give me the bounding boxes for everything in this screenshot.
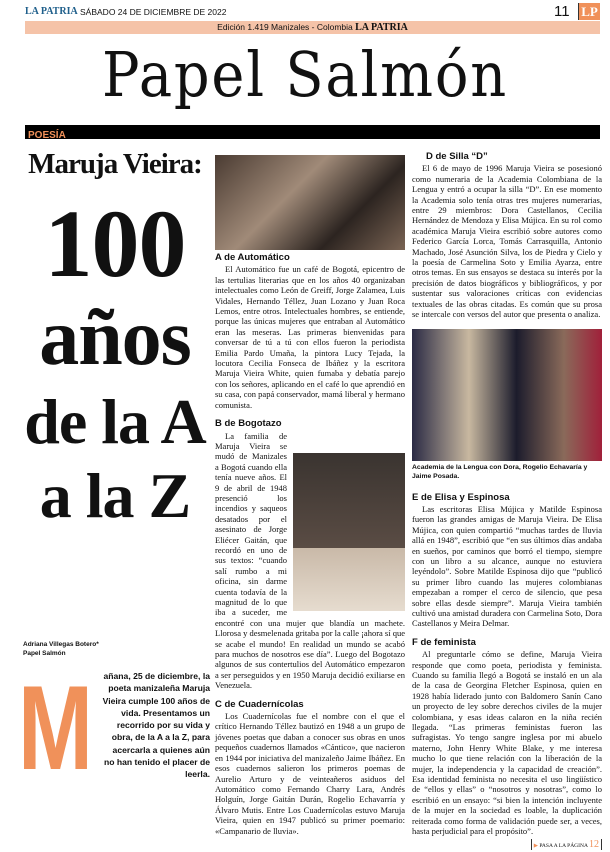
section-title: D de Silla “D” — [426, 151, 488, 162]
section-a — [215, 253, 405, 410]
headline-line5: a la Z — [39, 460, 191, 531]
photo-caption: Academia de la Lengua con Dora, Rogelio Echavaría y Jaime Posada. — [412, 463, 588, 480]
section-title: F de feminista — [412, 636, 476, 648]
photo-academia — [412, 329, 602, 461]
section-title: C de Cuadernícolas — [215, 698, 304, 710]
edition-text: Edición 1.419 Manizales - Colombia — [217, 22, 353, 32]
continue-link[interactable] — [531, 839, 602, 850]
brand-name: LA PATRIA — [25, 6, 78, 17]
continue-row — [412, 839, 602, 852]
section-c — [215, 700, 405, 836]
byline — [23, 640, 99, 658]
drop-cap: M — [18, 661, 93, 795]
section-text: Las escritoras Elisa Mújica y Matilde Espinosa fueron las grandes amigas de Maruja Vieira. De Elisa Mújica, con quien compartió “muchas tardes de lluvia allá en 1948”, escribió que “en sus últimos días andaba en sueños, por caminos que borró el tiempo, siempre con un libro a su alcance, aunque no estuviera leyéndolo”. Sobre Matilde Espinosa dijo que “publicó su primer libro cuando las mujeres colombianas empezaban a romper el cerco de silencio, que pesa sobre ellas desde siempre”. Maruja Vieira también cultivó una amistad duradera con Carmelina Soto, Dora Castellanos y Meira Delmar. — [412, 503, 602, 629]
section-title: A de Automático — [215, 252, 290, 263]
continue-label: PASA A LA PÁGINA — [539, 842, 588, 849]
section-text: Al preguntarle cómo se define, Maruja Vieira responde que como poeta, periodista y feminista. Cuando su familia llegó a Bogotá se instaló en un ala de la casa de Georgina Fletcher Espinosa, quien en 1928 había liderado junto con Baldomero Sanín Cano un proyecto de ley sobre derechos civiles de la mujer colombiana, y esas ideas calaron en la niña recién llegada. “Las primeras feministas fueron las sufragistas. Yo tengo sangre inglesa por mi abuelo materno, John Henry White Blake, y me interesa mucho lo que tiene relación con la liberación de la mujer, la independencia y la capacidad de creación”. Esa identidad feminista no necesita el uso lingüístico de “ellos y ellas” o “nosotros y nosotras”, como lo escribió en un ensayo: “si bien la intención incluyente de la mujer en la sociedad es loable, la duplicación reiterada como forma de validación puede ser, a veces, hasta perjudicial para el propósito”. — [412, 649, 602, 837]
section-d — [412, 152, 602, 320]
lp-logo: LP — [578, 3, 600, 20]
edition-brand: LA PATRIA — [355, 22, 408, 33]
section-f — [412, 638, 602, 837]
byline-author: Adriana Villegas Botero* — [23, 641, 99, 648]
arrow-right-icon: ▶ — [533, 842, 538, 849]
intro-text: añana, 25 de diciembre, la poeta manizaleña Maruja Vieira cumple 100 años de vida. Presentamos un recorrido por su vida y obra, de la A a la Z, para acercarla a quienes aún no han tenido el placer de leerla. — [102, 671, 210, 780]
continue-page: 12 — [589, 838, 599, 850]
column-right — [412, 152, 602, 852]
issue-date: SÁBADO 24 DE DICIEMBRE DE 2022 — [80, 7, 227, 17]
column-middle — [215, 253, 405, 845]
section-bar — [25, 125, 600, 139]
section-title: Papel Salmón — [101, 38, 509, 111]
edition-band — [25, 21, 600, 34]
page-number: 11 — [554, 3, 570, 20]
section-text: El Automático fue un café de Bogotá, epicentro de las tertulias literarias que en los años 40 organizaban intelectuales como León de Greiff, Jorge Zalamea, Luis Vidales, Hernando Téllez, Juan Lozano y Juan Roca Lemos, entre otros. Intelectuales hombres, se entiende, porque las únicas mujeres que entraban al Automático eran las meseras. Las primeras bienvenidas para conversar de tú a tú con ellos fueron la periodista Emilia Pardo Umaña, la pintora Lucy Tejada, la locutora Cecilia Fonseca de Ibáñez y la escritora Maruja Vieira White, quien fumaba y debatía parejo con los señores, aplicando en el café lo que aprendió en su casa, con papá conservador, mamá liberal y hermano comunista. — [215, 264, 405, 410]
section-e — [412, 493, 602, 629]
headline-line1: Maruja Vieira: — [28, 148, 202, 180]
photo-automatico — [215, 155, 405, 250]
section-title: B de Bogotazo — [215, 418, 282, 430]
section-title: E de Elisa y Espinosa — [412, 491, 510, 503]
section-b — [215, 419, 405, 691]
section-text: El 6 de mayo de 1996 Maruja Vieira se posesionó como numeraria de la Academia Colombiana de la Lengua y entró a ocupar la silla “D”. En ese momento la Academia solo tenía otras tres mujeres numerarias, entre 29 miembros: Dora Castellanos, Cecilia Hernández de Mendoza y Elisa Mújica. En su rol como académica Maruja Vieira escribió sobre autores como Federico García Lorca, Tomás Carrasquilla, Antonio Machado, José Asunción Silva, los de Piedra y Cielo y la poesía de Carmelina Soto y Emilia Ayarza, entre otros temas. En sus ensayos se destaca su interés por la precisión de datos biográficos y bibliográficos, y por sustentar sus valoraciones críticas con evidencias textuales de las obras citadas. Es común que su prosa se intercale con versos del autor que presenta o analiza. — [412, 163, 602, 320]
section-text: La familia de Maruja Vieira se mudó de Manizales a Bogotá cuando ella tenía nueve años. El 9 de abril de 1948 presenció los incendios y saqueos desatados por el asesinato de Jorge Eliécer Gaitán, que recordó en uno de sus textos: “cuando salí rumbo a mi oficina, sin darme cuenta todavía de la magnitud de lo que iba a suceder, me encontré con una mujer que blandía un machete. Llorosa y desmelenada gritaba por la calle ¡ahora sí que se acabe el mundo! En realidad un mundo se acabó para muchos de nosotros ese día”. Luego del Bogotazo algunos de sus contertulios del Automático empezaron a ser perseguidos y en 1950 Maruja decidió exiliarse en Venezuela. — [215, 430, 405, 691]
headline-line4: de la A — [24, 386, 206, 457]
headline-line2: 100 — [44, 190, 186, 297]
byline-outlet: Papel Salmón — [23, 650, 66, 657]
section-label: POESÍA — [28, 130, 66, 141]
section-text: Los Cuadernícolas fue el nombre con el que el crítico Hernando Téllez bautizó en 1948 a un grupo de jóvenes poetas que daban a conocer sus obras en unos pequeños cuadernos llamados «Cántico», que nacieron en 1944 por iniciativa del manizaleño Jaime Ibáñez. En esos cuadernos salieron los primeros poemas de Aurelio Arturo y de veinteañeros asiduos del Automático como Fernando Charry Lara, Andrés Holguín, Jorge Gaitán Durán, Rogelio Echavarría y Álvaro Mutis. Entre Los Cuadernícolas estuvo Maruja Vieira, quien en 1947 publicó su primer poemario: «Campanario de lluvia». — [215, 711, 405, 836]
headline-line3: años — [39, 294, 191, 382]
photo-child — [293, 453, 405, 611]
